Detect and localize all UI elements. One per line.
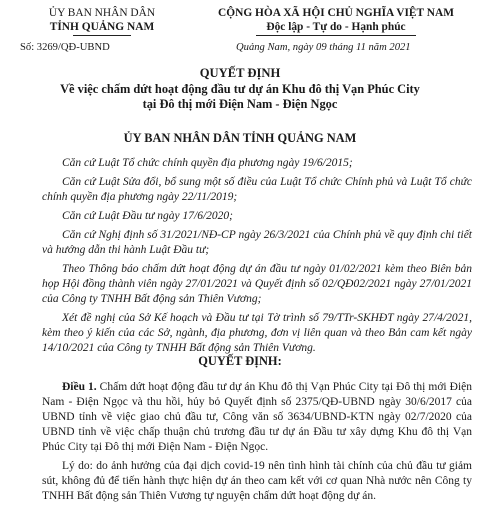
preamble-clause: Xét đề nghị của Sở Kế hoạch và Đầu tư tại Tờ trình số 79/TTr-SKHĐT ngày 27/4/2021, kèm theo ý kiến của các Sở, ngành, địa phương, đơn vị liên quan và theo Bản cam kết ngày 14/10/2021 của Công ty TNHH Bất động sản Thiên Vương. xyxy=(42,312,472,354)
preamble xyxy=(42,156,472,360)
document-subject-line2: tại Đô thị mới Điện Nam - Điện Ngọc xyxy=(142,97,338,111)
motto-underline xyxy=(256,35,416,36)
authority-line2: TỈNH QUẢNG NAM xyxy=(49,21,155,33)
national-motto-header xyxy=(198,6,474,36)
preamble-clause: Căn cứ Luật Đầu tư ngày 17/6/2020; xyxy=(62,210,233,222)
motto: Độc lập - Tự do - Hạnh phúc xyxy=(266,21,406,33)
authority-underline xyxy=(73,35,131,36)
document-type-title: QUYẾT ĐỊNH xyxy=(199,66,281,80)
place-and-date: Quảng Nam, ngày 09 tháng 11 năm 2021 xyxy=(236,42,411,53)
article-1 xyxy=(42,380,472,455)
issuing-body: ỦY BAN NHÂN DÂN TỈNH QUẢNG NAM xyxy=(123,131,357,145)
document-number: Số: 3269/QĐ-UBND xyxy=(20,42,110,53)
preamble-clause: Theo Thông báo chấm dứt hoạt động dự án đầu tư ngày 01/02/2021 kèm theo Biên bản họp Hội đồng thành viên ngày 27/01/2021 và Quyết định số 02/QĐ02/2021 ngày 27/01/2021 của Công ty TNHH Bất động sản Thiên Vương; xyxy=(42,263,472,305)
article-1-text: Chấm dứt hoạt động đầu tư dự án Khu đô thị Vạn Phúc City tại Đô thị mới Điện Nam - Điện Ngọc và thu hồi, hủy bỏ Quyết định số 2375/QĐ-UBND ngày 30/6/2017 của UBND tỉnh về việc giao chủ đầu tư, Công văn số 3634/UBND-KTN ngày 02/7/2020 của UBND tỉnh về việc chấp thuận chủ trương đầu tư dự án Đầu tư xây dựng Khu đô thị Vạn Phúc City tại Đô thị mới Điện Nam - Điện Ngọc. xyxy=(42,381,472,453)
decision-body xyxy=(42,380,472,508)
article-1-label: Điều 1. xyxy=(62,381,97,393)
decision-heading: QUYẾT ĐỊNH: xyxy=(198,354,282,368)
preamble-clause: Căn cứ Luật Tổ chức chính quyền địa phương ngày 19/6/2015; xyxy=(62,157,353,169)
country-name: CỘNG HÒA XÃ HỘI CHỦ NGHĨA VIỆT NAM xyxy=(218,7,454,19)
authority-line1: ỦY BAN NHÂN DÂN xyxy=(48,7,156,19)
document-subject-line1: Về việc chấm dứt hoạt động đầu tư dự án Khu đô thị Vạn Phúc City xyxy=(60,82,420,96)
article-1-reason: Lý do: do ảnh hưởng của đại dịch covid-19 nên tình hình tài chính của chủ đầu tư giảm sút, không đủ để tiến hành thực hiện dự án theo cam kết với cơ quan Nhà nước nên Công ty TNHH Bất động sản Thiên Vương tự nguyện chấm dứt hoạt động dự án. xyxy=(42,460,472,502)
issuing-authority-header xyxy=(14,6,190,36)
preamble-clause: Căn cứ Nghị định số 31/2021/NĐ-CP ngày 26/3/2021 của Chính phủ về quy định chi tiết và hướng dẫn thi hành Luật Đầu tư; xyxy=(42,229,472,256)
preamble-clause: Căn cứ Luật Sửa đổi, bổ sung một số điều của Luật Tổ chức Chính phủ và Luật Tổ chức chính quyền địa phương ngày 22/11/2019; xyxy=(42,176,472,203)
